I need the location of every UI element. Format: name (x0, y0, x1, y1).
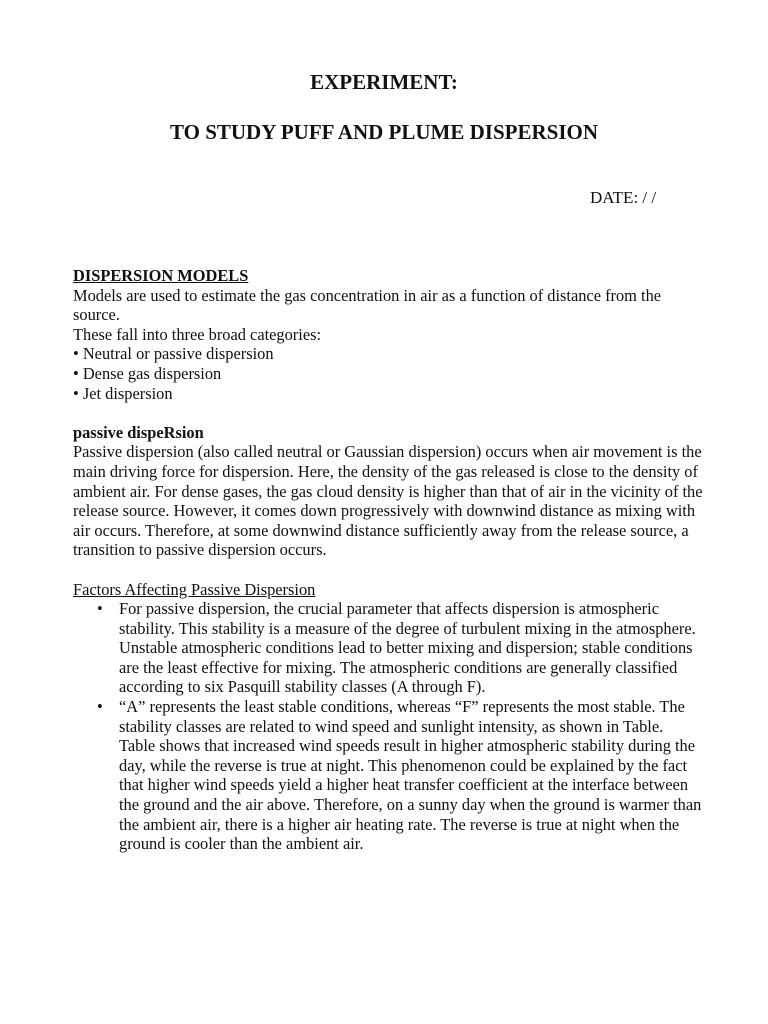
factors-section (73, 580, 703, 854)
factors-list (73, 599, 703, 854)
paragraph-gap (73, 403, 703, 423)
dispersion-models-section (73, 266, 703, 403)
bullet-icon: • (97, 599, 103, 619)
factor-text: “A” represents the least stable conditions, whereas “F” represents the most stable. The stability classes are related to wind speed and sunlight intensity, as shown in Table. Table shows that increased wind speeds result in higher atmospheric stability during the day, while the reverse is true at night. This phenomenon could be explained by the fact that higher wind speeds yield a higher heat transfer coefficient at the interface between the ground and the air above. Therefore, on a sunny day when the ground is warmer than the ambient air, there is a higher air heating rate. The reverse is true at night when the ground is cooler than the ambient air. (119, 697, 702, 854)
factor-text: For passive dispersion, the crucial parameter that affects dispersion is atmospheric stability. This stability is a measure of the degree of turbulent mixing in the atmosphere. Unstable atmospheric conditions lead to better mixing and dispersion; stable conditions are the least effective for mixing. The atmospheric conditions are generally classified according to six Pasquill stability classes (A through F). (119, 599, 696, 697)
categories-intro: These fall into three broad categories: (73, 324, 322, 344)
date-field: DATE: / / (590, 188, 657, 207)
list-item: • Neutral or passive dispersion (73, 344, 274, 364)
experiment-title: EXPERIMENT: (310, 70, 458, 94)
passive-dispersion-section (73, 423, 703, 560)
list-item: • Jet dispersion (73, 383, 173, 403)
experiment-subtitle: TO STUDY PUFF AND PLUME DISPERSION (169, 120, 599, 144)
passive-dispersion-heading: passive dispeRsion (73, 422, 204, 442)
list-item: • Dense gas dispersion (73, 363, 222, 383)
list-item (97, 599, 703, 697)
categories-list (73, 344, 703, 403)
dispersion-models-intro: Models are used to estimate the gas concentration in air as a function of distance from the source. (73, 285, 662, 325)
document-body (73, 266, 703, 854)
dispersion-models-heading: DISPERSION MODELS (73, 266, 249, 285)
paragraph-gap (73, 560, 703, 580)
bullet-icon: • (97, 697, 103, 717)
factors-heading: Factors Affecting Passive Dispersion (73, 579, 316, 599)
list-item (97, 697, 703, 854)
passive-dispersion-body: Passive dispersion (also called neutral or Gaussian dispersion) occurs when air movement is the main driving force for dispersion. Here, the density of the gas released is close to the density of ambient air. For dense gases, the gas cloud density is higher than that of air in the vicinity of the release source. However, it comes down progressively with downwind distance as mixing with air occurs. Therefore, at some downwind distance sufficiently away from the release source, a transition to passive dispersion occurs. (73, 442, 703, 560)
